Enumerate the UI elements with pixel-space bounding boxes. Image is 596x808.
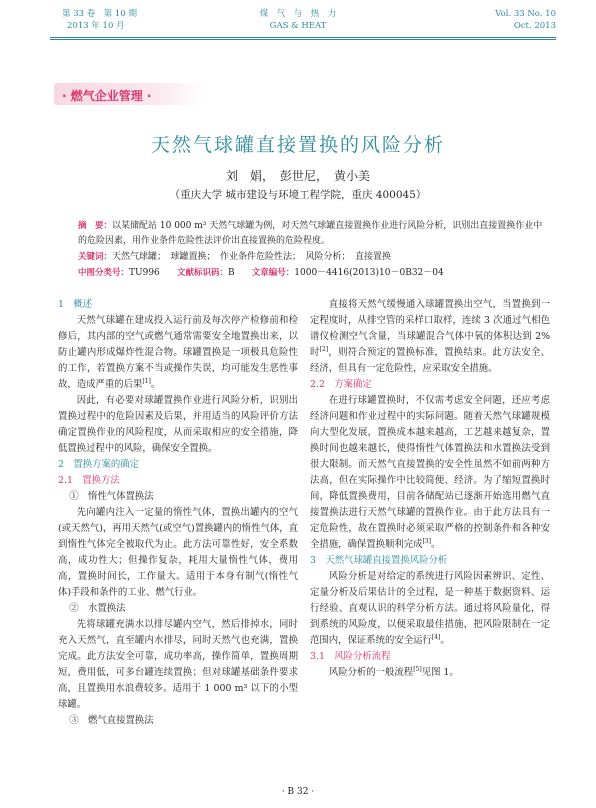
abstract-label: 摘 要： [78, 221, 113, 231]
article-number-value: 1000－4416(2013)10－0B32－04 [294, 268, 444, 278]
journal-volume-en [495, 8, 556, 32]
paragraph-text: 直接将天然气缓慢通入球罐置换出空气，当置换到一定程度时，从排空管的采样口取样，连续 3 次通过气相色谱仪检测空气含量，当球罐混合气体中氧的体积达到 2% 时 [310, 299, 550, 358]
abstract-text: 以某储配站 10 000 m³ 天然气球罐为例，对天然气球罐直接置换作业进行风险分析，识别出直接置换作业中的危险因素，用作业条件危险性法评价出直接置换的危险程度。 [78, 221, 543, 246]
header-rule [50, 37, 556, 38]
citation: [3] [422, 537, 432, 545]
journal-name-cn: 煤 气 与 热 力 [259, 9, 337, 19]
paragraph [310, 393, 550, 553]
citation: [4] [431, 633, 441, 641]
paragraph [310, 297, 550, 377]
paragraph: 因此，有必要对球罐置换作业进行风险分析，识别出置换过程中的危险因素及后果，并用适当的风险评价方法确定置换作业的风险程度，从而采取相应的安全措施，降低置换过程中的风险，确保安全置换。 [58, 395, 298, 454]
subsection-heading-3-1: 3.1 风险分析流程 [310, 651, 391, 662]
paragraph-end: ，则符合预定的置换标准，置换结束。此方法安全、经济，但具有一定危险性，应采取安全措施。 [310, 347, 550, 374]
classification-line [78, 266, 548, 281]
clc-label: 中图分类号： [78, 268, 130, 278]
citation: [2] [319, 345, 329, 353]
method-3-heading: ③ 燃气直接置换法 [69, 715, 154, 726]
section-heading-1: 1 概述 [58, 299, 93, 310]
column-banner-label: · 燃气企业管理 · [62, 89, 152, 103]
doc-code-value: B [227, 268, 235, 278]
issue-date-en: Oct. 2013 [513, 21, 556, 31]
author-affiliation: （重庆大学 城市建设与环境工程学院，重庆 400045） [169, 189, 427, 201]
subsection-heading-2-1: 2.1 置换方法 [58, 475, 120, 486]
doc-code-label: 文献标识码： [176, 268, 228, 278]
subsection-heading-2-2: 2.2 方案确定 [310, 379, 372, 390]
keywords-text: 天然气球罐； 球罐置换； 作业条件危险性法； 风险分析； 直接置换 [112, 252, 392, 262]
article-authors: 刘 娟， 彭世尼， 黄小美 [225, 169, 370, 183]
article-number-label: 文章编号： [251, 268, 295, 278]
issue-date: 2013 年 10 月 [67, 21, 125, 31]
method-2-heading: ② 水置换法 [69, 603, 126, 614]
paragraph-text: 风险分析的一般流程 [328, 667, 414, 678]
clc-value: TU996 [129, 268, 160, 278]
left-column [58, 297, 298, 729]
paragraph-end: 见图 1。 [421, 667, 459, 678]
paragraph-text: 风险分析是对给定的系统进行风险因素辨识、定性、定量分析及后果估计的全过程，是一种基于数据资料、运行经验、直观认识的科学分析方法。通过将风险量化，得到系统的风险度，以便采取最佳措施，把风险限制在一定范围内，保证系统的安全运行 [310, 571, 550, 646]
paragraph [310, 569, 550, 649]
column-banner [54, 83, 204, 105]
page-number: · B 32 · [281, 787, 315, 797]
paragraph [58, 313, 298, 393]
method-2-text: 先将球罐充满水以排尽罐内空气，然后排掉水，同时充入天然气，直至罐内水排尽，同时天然气也充满，置换完成。此方法安全可靠，成功率高，操作简单，置换周期短，费用低，可多台罐连续置换；但对球罐基础条件要求高，且置换用水浪费较多。适用于 1 000 m³ 以下的小型球罐。 [58, 619, 298, 710]
paragraph-end: 。 [431, 539, 441, 550]
abstract [78, 219, 548, 249]
right-column [310, 297, 550, 681]
citation: [5] [413, 665, 422, 673]
volume-issue-en: Vol. 33 No. 10 [495, 9, 556, 19]
method-1-text: 先向罐内注入一定量的惰性气体，置换出罐内的空气(或天然气)，再用天然气(或空气)置换罐内的惰性气体，直到惰性气体完全被取代为止。此方法可靠性好，安全系数高，成功性大；但操作复杂，耗用大量惰性气体，费用高，置换时间长，工作量大。适用于本身有制气(惰性气体)手段和条件的工业、燃气行业。 [58, 507, 298, 598]
header-rule-2 [50, 39, 556, 40]
paragraph-text: 在进行球罐置换时，不仅需考虑安全问题，还应考虑经济问题和作业过程中的实际问题。随着天然气球罐规模向大型化发展，置换成本越来越高，工艺越来越复杂，置换时间也越来越长，使得惰性气体置换法和水置换法受到很大限制。而天然气直接置换的安全性虽然不如前两种方法高，但在实际操作中比较简便、经济。为了缩短置换时间，降低置换费用，目前各储配站已逐渐开始选用燃气直接置换法进行天然气球罐的置换作业。由于此方法具有一定危险性，故在置换时必须采取严格的控制条件和各种安全措施，确保置换顺利完成 [310, 395, 550, 550]
keywords [78, 250, 548, 265]
paragraph-text: 天然气球罐在建成投入运行前及每次停产检修前和检修后，其内部的空气或燃气通常需要安全地置换出来，以防止罐内形成爆炸性混合物。球罐置换是一项极具危险性的工作，若置换方案不当或操作失误，均可能发生恶性事故，造成严重的后果 [58, 315, 298, 390]
journal-name-en: GAS & HEAT [269, 21, 327, 31]
keywords-label: 关键词： [78, 252, 113, 262]
article-title: 天然气球罐直接置换的风险分析 [150, 134, 445, 156]
citation: [1] [142, 377, 151, 385]
paragraph [310, 665, 550, 681]
section-heading-2: 2 置换方案的确定 [58, 459, 139, 470]
section-heading-3: 3 天然气球罐直接置换风险分析 [310, 555, 448, 566]
volume-issue: 第 33 卷 第 10 期 [62, 9, 137, 19]
paragraph-end: 。 [440, 635, 450, 646]
paragraph-end: 。 [150, 379, 161, 390]
method-1-heading: ① 惰性气体置换法 [69, 491, 154, 502]
